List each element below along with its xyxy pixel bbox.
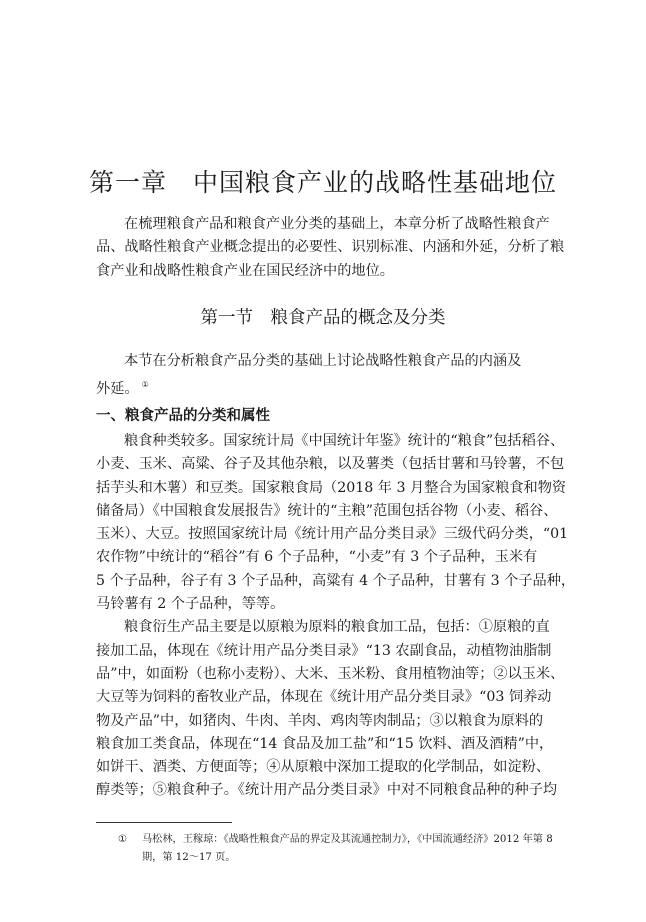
footnote-number: ①	[118, 834, 128, 845]
footnote-marker[interactable]: ①	[141, 380, 149, 390]
body-line: 如饼干、酒类、方便面等；④从原粮中深加工提取的化学制品，如淀粉、	[96, 759, 551, 776]
intro-line: 品、战略性粮食产业概念提出的必要性、识别标准、内涵和外延，分析了粮	[96, 239, 565, 256]
intro-line: 食产业和战略性粮食产业在国民经济中的地位。	[96, 262, 394, 279]
section-intro-line: 本节在分析粮食产品分类的基础上讨论战略性粮食产品的内涵及	[124, 353, 522, 369]
body-line: 马铃薯有 2 个子品种，等等。	[96, 596, 285, 613]
body-line: 粮食加工类食品，体现在“14 食品及加工盐”和“15 饮料、酒及酒精”中，	[96, 735, 554, 752]
body-line: 小麦、玉米、高粱、谷子及其他杂粮，以及薯类（包括甘薯和马铃薯，不包	[96, 456, 565, 473]
body-line: 括芋头和木薯）和豆类。国家粮食局（2018 年 3 月整合为国家粮食和物资	[96, 479, 567, 496]
section-intro-line: 外延。	[96, 381, 139, 398]
subheading: 一、粮食产品的分类和属性	[96, 407, 270, 424]
body-line: 大豆等为饲料的畜牧业产品，体现在《统计用产品分类目录》“03 饲养动	[96, 689, 552, 706]
intro-line: 在梳理粮食产品和粮食产业分类的基础上，本章分析了战略性粮食产	[124, 216, 550, 232]
body-line: 粮食衍生产品主要是以原粮为原料的粮食加工品，包括：①原粮的直	[124, 619, 550, 636]
footnote-text: 马松林，王稼琼：《战略性粮食产品的界定及其流通控制力》，《中国流通经济》2012 年第 8 期，第 12～17 页。	[142, 834, 553, 863]
footnote	[118, 831, 558, 867]
body-line: 接加工品，体现在《统计用产品分类目录》“13 农副食品，动植物油脂制	[96, 642, 552, 659]
body-line: 储备局）《中国粮食发展报告》统计的“主粮”范围包括谷物（小麦、稻谷、	[96, 502, 558, 519]
body-line: 醇类等；⑤粮食种子。《统计用产品分类目录》中对不同粮食品种的种子均	[96, 782, 558, 799]
chapter-intro	[96, 213, 565, 283]
body-line: 品”中，如面粉（也称小麦粉）、大米、玉米粉、食用植物油等；②以玉米、	[96, 665, 565, 682]
body-line: 玉米）、大豆。按照国家统计局《统计用产品分类目录》三级代码分类，“01	[96, 526, 569, 543]
body-line: 粮食种类较多。国家统计局《中国统计年鉴》统计的“粮食”包括稻谷、	[124, 433, 565, 449]
body-line: 物及产品”中，如猪肉、牛肉、羊肉、鸡肉等肉制品；③以粮食为原料的	[96, 712, 544, 729]
chapter-title: 第一章 中国粮食产业的战略性基础地位	[88, 168, 557, 197]
section-intro-line-with-note	[96, 373, 554, 396]
section-intro	[96, 350, 554, 397]
footnote-divider	[96, 822, 232, 823]
body-line: 5 个子品种，谷子有 3 个子品种，高粱有 4 个子品种，甘薯有 3 个子品种，	[96, 572, 576, 589]
body-line: 农作物”中统计的“稻谷”有 6 个子品种，“小麦”有 3 个子品种，玉米有	[96, 549, 538, 566]
section-title: 第一节 粮食产品的概念及分类	[200, 308, 446, 328]
body-text	[96, 430, 576, 803]
